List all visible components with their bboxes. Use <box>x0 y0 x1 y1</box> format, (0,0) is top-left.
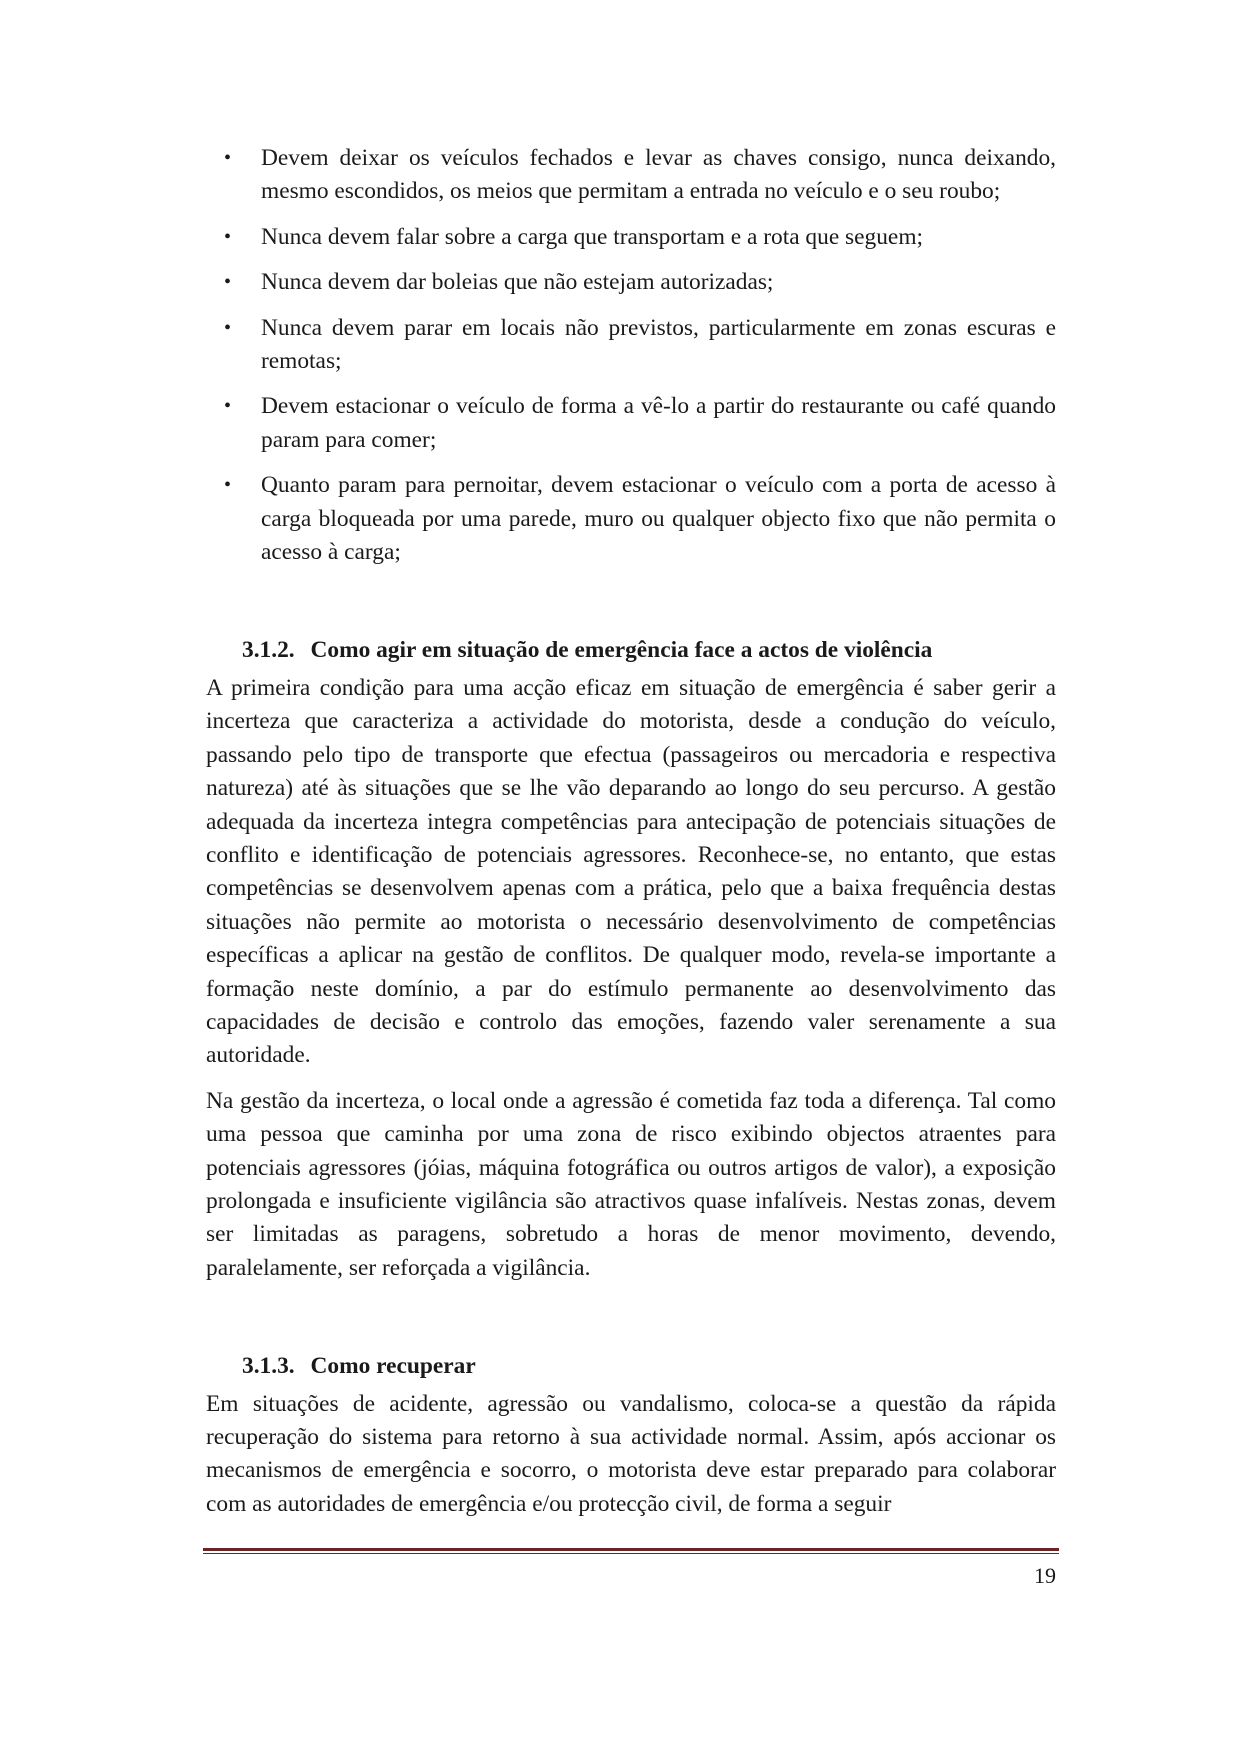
bullet-text: Nunca devem parar em locais não previstos, particularmente em zonas escuras e remotas; <box>261 314 1056 375</box>
bullet-text: Devem estacionar o veículo de forma a vê-lo a partir do restaurante ou café quando param para comer; <box>261 393 1056 453</box>
page-content <box>206 142 1056 1533</box>
bullet-text: Nunca devem falar sobre a carga que transportam e a rota que seguem; <box>261 223 924 250</box>
paragraph: A primeira condição para uma acção eficaz em situação de emergência é saber gerir a incerteza que caracteriza a actividade do motorista, desde a condução do veículo, passando pelo tipo de transporte que efectua (passageiros ou mercadoria e respectiva natureza) até às situações que se lhe vão deparando ao longo do seu percurso. A gestão adequada da incerteza integra competências para antecipação de potenciais situações de conflito e identificação de potenciais agressores. Reconhece-se, no entanto, que estas competências se desenvolvem apenas com a prática, pelo que a baixa frequência destas situações não permite ao motorista o necessário desenvolvimento de competências específicas a aplicar na gestão de conflitos. De qualquer modo, revela-se importante a formação neste domínio, a par do estímulo permanente ao desenvolvimento das capacidades de decisão e controlo das emoções, fazendo valer serenamente a sua autoridade. <box>206 674 1056 1069</box>
paragraph: Em situações de acidente, agressão ou vandalismo, coloca-se a questão da rápida recuperação do sistema para retorno à sua actividade normal. Assim, após accionar os mecanismos de emergência e socorro, o motorista deve estar preparado para colaborar com as autoridades de emergência e/ou protecção civil, de forma a seguir <box>206 1390 1056 1517</box>
section-heading-3-1-2 <box>206 634 1056 667</box>
bullet-icon: • <box>224 225 232 248</box>
section-number: 3.1.3. <box>242 1353 295 1380</box>
bullet-icon: • <box>224 395 232 418</box>
paragraph: Na gestão da incerteza, o local onde a agressão é cometida faz toda a diferença. Tal como uma pessoa que caminha por uma zona de risco exibindo objectos atraentes para potenciais agressores (jóias, máquina fotográfica ou outros artigos de valor), a exposição prolongada e insuficiente vigilância são atractivos quase infalíveis. Nestas zonas, devem ser limitadas as paragens, sobretudo a horas de menor movimento, devendo, paralelamente, ser reforçada a vigilância. <box>206 1087 1056 1281</box>
bullet-text: Devem deixar os veículos fechados e levar as chaves consigo, nunca deixando, mesmo escondidos, os meios que permitam a entrada no veículo e o seu roubo; <box>261 145 1056 205</box>
bullet-text: Nunca devem dar boleias que não estejam autorizadas; <box>261 269 774 296</box>
list-item <box>206 469 1056 569</box>
list-item <box>206 221 1056 254</box>
bullet-icon: • <box>224 474 232 497</box>
footer-rule-thin <box>203 1553 1059 1554</box>
section-number: 3.1.2. <box>242 637 295 664</box>
bullet-icon: • <box>224 271 232 294</box>
list-item <box>206 142 1056 209</box>
bullet-icon: • <box>224 316 232 339</box>
section-title: Como recuperar <box>310 1353 476 1380</box>
section-title: Como agir em situação de emergência face a actos de violência <box>310 637 933 664</box>
bullet-text: Quanto param para pernoitar, devem estacionar o veículo com a porta de acesso à carga bloqueada por uma parede, muro ou qualquer objecto fixo que não permita o acesso à carga; <box>261 472 1056 566</box>
list-item <box>206 266 1056 299</box>
bullet-icon: • <box>224 147 232 169</box>
page-number: 19 <box>1034 1563 1056 1588</box>
section-heading-3-1-3 <box>206 1350 1056 1383</box>
bullet-list <box>206 142 1056 569</box>
list-item <box>206 312 1056 379</box>
footer-rule-thick <box>203 1548 1059 1551</box>
footer-rule <box>203 1548 1059 1554</box>
list-item <box>206 390 1056 457</box>
